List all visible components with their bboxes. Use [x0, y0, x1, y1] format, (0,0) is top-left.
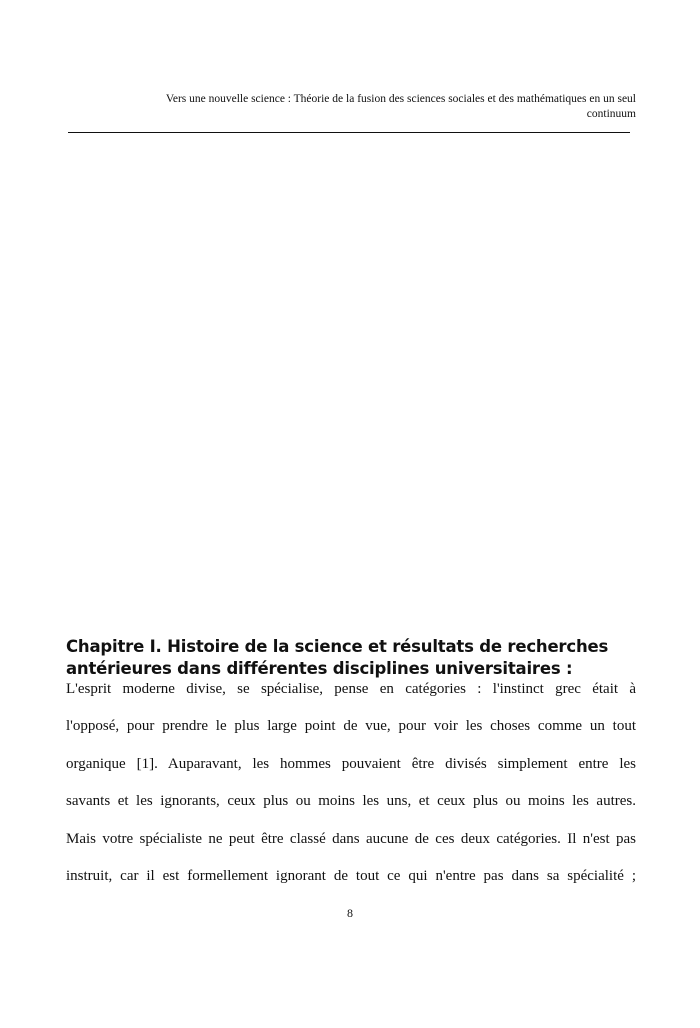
chapter-title	[66, 636, 636, 680]
header-divider	[68, 132, 630, 133]
running-header-line-2: continuum	[586, 108, 636, 120]
body-line: Mais votre spécialiste ne peut être classé dans aucune de ces deux catégories. Il n'est pas	[66, 831, 636, 847]
body-line: instruit, car il est formellement ignorant de tout ce qui n'entre pas dans sa spécialité ;	[66, 868, 636, 884]
body-line: L'esprit moderne divise, se spécialise, pense en catégories : l'instinct grec était à	[66, 682, 636, 697]
page-number: 8	[347, 906, 353, 920]
body-line: l'opposé, pour prendre le plus large point de vue, pour voir les choses comme un tout	[66, 719, 636, 735]
running-header	[66, 92, 636, 122]
body-line: organique [1]. Auparavant, les hommes pouvaient être divisés simplement entre les	[66, 756, 636, 772]
body-line: savants et les ignorants, ceux plus ou moins les uns, et ceux plus ou moins les autres.	[66, 794, 636, 810]
chapter-title-line-1: Chapitre I. Histoire de la science et résultats de recherches	[66, 637, 609, 656]
chapter-title-line-2: antérieures dans différentes disciplines universitaires :	[66, 659, 573, 678]
body-paragraph	[66, 682, 636, 906]
running-header-line-1: Vers une nouvelle science : Théorie de la fusion des sciences sociales et des mathématiques en un seul	[165, 93, 636, 105]
